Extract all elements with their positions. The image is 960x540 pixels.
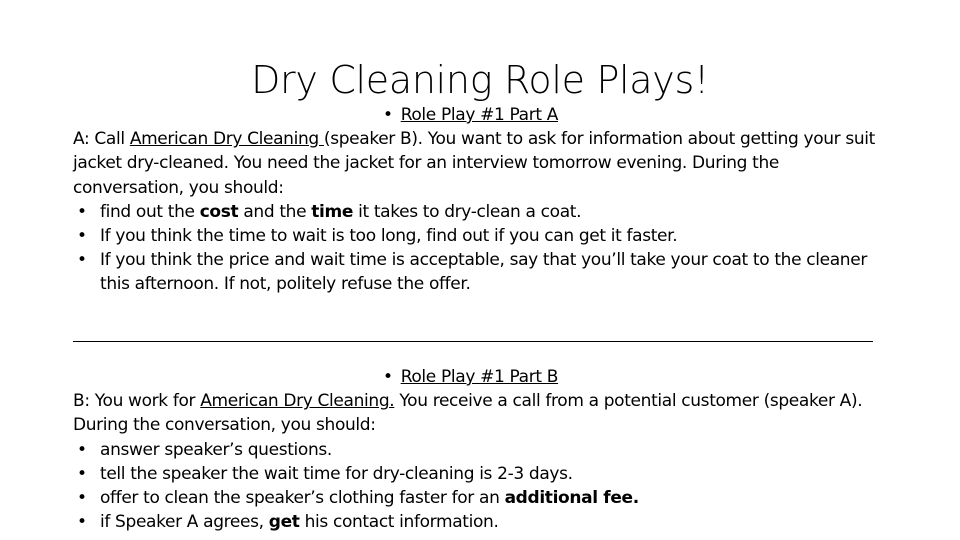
section-divider	[73, 341, 873, 342]
bullet-icon: •	[77, 512, 87, 533]
list-item	[73, 438, 893, 462]
part-a-list	[73, 200, 893, 297]
item-bold-get: get	[268, 512, 300, 533]
role-play-part-b	[73, 365, 893, 534]
list-item	[73, 200, 893, 224]
heading-bullet-icon: •	[383, 367, 393, 387]
role-play-part-a	[73, 103, 893, 297]
list-item	[73, 224, 893, 248]
bullet-icon: •	[77, 201, 87, 222]
item-bold-additional-fee: additional fee.	[504, 488, 639, 509]
item-text: if Speaker A agrees,	[100, 512, 269, 533]
part-b-list	[73, 438, 893, 535]
item-text: tell the speaker the wait time for dry-cleaning is 2-3 days.	[100, 463, 573, 484]
part-a-heading-text: Role Play #1 Part A	[400, 105, 558, 125]
part-a-intro-rest: (speaker B). You want to ask for information about getting your suit jacket dry-cleaned. You need the jacket for an interview tomorrow evening. During the conversation, you should:	[73, 129, 875, 198]
list-item	[73, 462, 893, 486]
item-bold-time: time	[311, 201, 354, 222]
list-item	[73, 510, 893, 534]
item-text: it takes to dry-clean a coat.	[353, 201, 582, 222]
item-bold-cost: cost	[199, 201, 239, 222]
part-a-intro	[73, 127, 893, 200]
item-text: and the	[238, 201, 312, 222]
part-b-heading	[73, 365, 893, 389]
bullet-icon: •	[77, 226, 87, 247]
item-text: If you think the price and wait time is acceptable, say that you’ll take your coat to the cleaner this afternoon. If not, politely refuse the offer.	[100, 250, 867, 295]
part-a-company-name: American Dry Cleaning	[129, 129, 324, 150]
list-item	[73, 486, 893, 510]
item-text: answer speaker’s questions.	[100, 439, 332, 460]
bullet-icon: •	[77, 488, 87, 509]
list-item	[73, 248, 893, 296]
part-b-heading-text: Role Play #1 Part B	[400, 367, 559, 387]
part-b-intro-rest: You receive a call from a potential customer (speaker A). During the conversation, you should:	[73, 391, 863, 436]
heading-bullet-icon: •	[383, 105, 393, 125]
part-b-company-name: American Dry Cleaning.	[200, 391, 395, 412]
item-text: his contact information.	[299, 512, 499, 533]
item-text: find out the	[100, 201, 200, 222]
page-title: Dry Cleaning Role Plays!	[251, 58, 709, 102]
bullet-icon: •	[77, 250, 87, 271]
bullet-icon: •	[77, 439, 87, 460]
part-a-intro-prefix: A: Call	[73, 129, 130, 150]
part-a-heading	[73, 103, 893, 127]
item-text: offer to clean the speaker’s clothing faster for an	[100, 488, 505, 509]
part-b-intro	[73, 389, 893, 437]
part-b-intro-prefix: B: You work for	[73, 391, 201, 412]
item-text: If you think the time to wait is too long, find out if you can get it faster.	[100, 226, 678, 247]
bullet-icon: •	[77, 463, 87, 484]
